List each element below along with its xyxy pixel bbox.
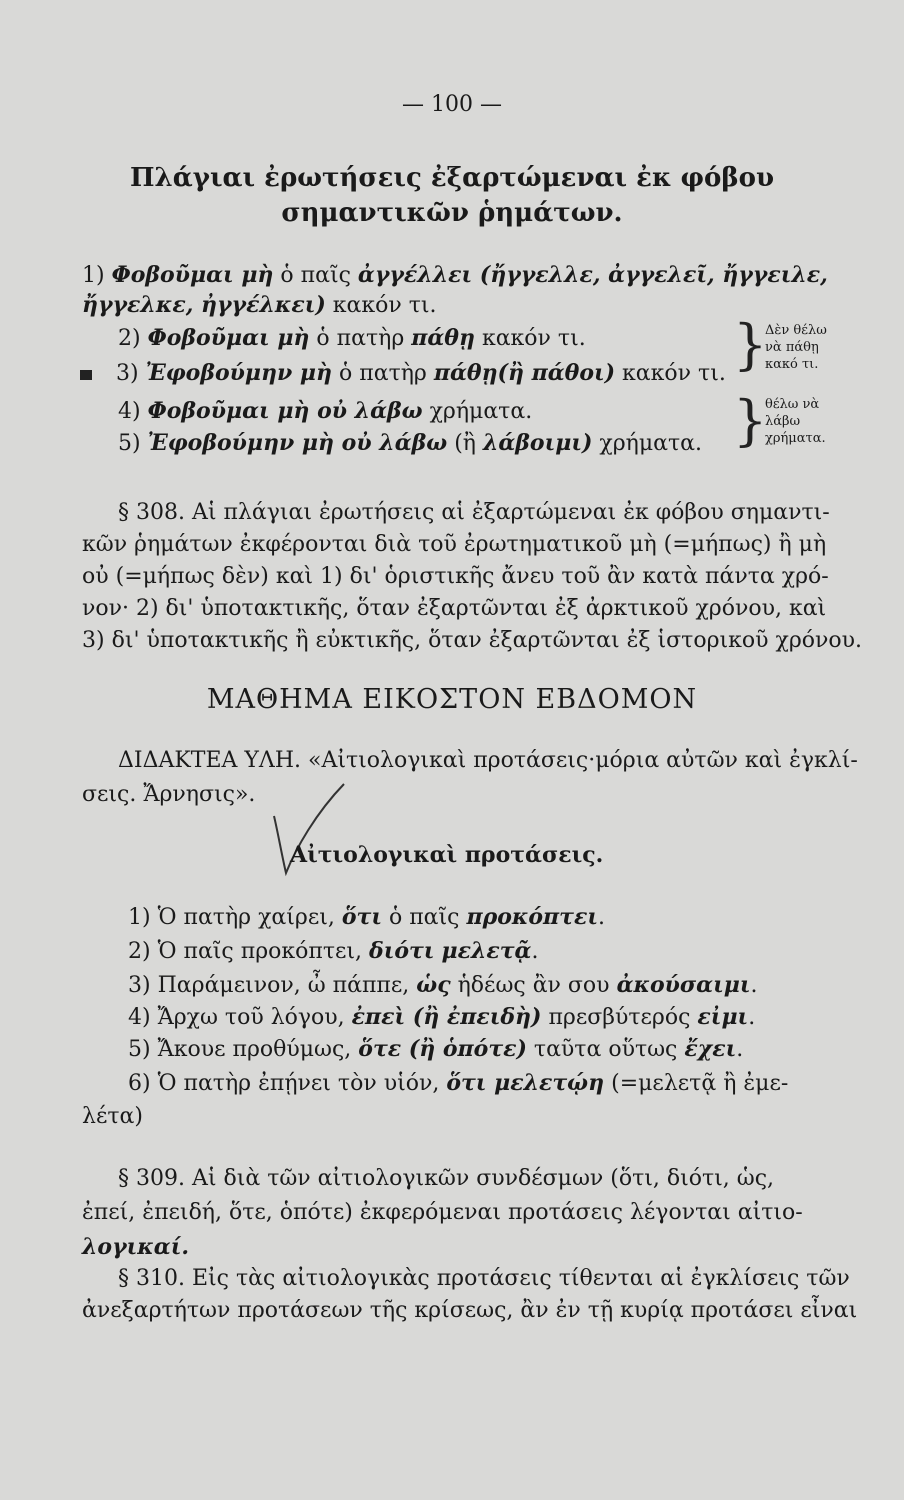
brace-2: } <box>733 389 768 452</box>
causal-example-4: 4) Ἄρχω τοῦ λόγου, ἐπεὶ (ἢ ἐπειδὴ) πρεσβύτερός εἰμι. <box>128 1004 756 1030</box>
example-2: 2) Φοβοῦμαι μὴ ὁ πατὴρ πάθῃ κακόν τι. <box>118 325 586 351</box>
margin-mark <box>80 370 92 380</box>
section-title-line-2: σημαντικῶν ῥημάτων. <box>281 198 623 228</box>
side-note-2: θέλω νὰ λάβω χρήματα. <box>765 397 826 446</box>
para-308-line-4: νον· 2) δι' ὑποτακτικῆς, ὅταν ἐξαρτῶνται ἐξ ἀρκτικοῦ χρόνου, καὶ <box>82 596 827 621</box>
example-1: 1) Φοβοῦμαι μὴ ὁ παῖς ἀγγέλλει (ἤγγελλε, ἀγγελεῖ, ἤγγειλε, <box>82 262 828 288</box>
section-title-line-1: Πλάγιαι ἐρωτήσεις ἐξαρτώμεναι ἐκ φόβου <box>130 163 774 193</box>
para-309-line-1: § 309. Αἱ διὰ τῶν αἰτιολογικῶν συνδέσμων (ὅτι, διότι, ὡς, <box>118 1166 775 1191</box>
example-4: 4) Φοβοῦμαι μὴ οὐ λάβω χρήματα. <box>118 398 533 424</box>
subheading: Αἰτιολογικαὶ προτάσεις. <box>290 842 604 868</box>
para-310-line-1: § 310. Εἰς τὰς αἰτιολογικὰς προτάσεις τίθενται αἱ ἐγκλίσεις τῶν <box>118 1266 850 1291</box>
causal-example-1: 1) Ὁ πατὴρ χαίρει, ὅτι ὁ παῖς προκόπτει. <box>128 904 605 930</box>
causal-example-5: 5) Ἄκουε προθύμως, ὅτε (ἢ ὁπότε) ταῦτα οὕτως ἔχει. <box>128 1036 744 1062</box>
para-308-line-3: οὐ (=μήπως δὲν) καὶ 1) δι' ὁριστικῆς ἄνευ τοῦ ἂν κατὰ πάντα χρό- <box>82 564 829 589</box>
para-310-line-2: ἀνεξαρτήτων προτάσεων τῆς κρίσεως, ἂν ἐν τῇ κυρίᾳ προτάσει εἶναι <box>82 1298 858 1323</box>
brace-1: } <box>733 313 768 376</box>
causal-example-6-cont: λέτα) <box>82 1104 143 1129</box>
para-309-line-3: λογικαί. <box>82 1234 189 1260</box>
example-3: 3) Ἐφοβούμην μὴ ὁ πατὴρ πάθῃ(ἢ πάθοι) κακόν τι. <box>80 360 726 386</box>
page-number: — 100 — <box>402 92 502 117</box>
example-5: 5) Ἐφοβούμην μὴ οὐ λάβω (ἢ λάβοιμι) χρήματα. <box>118 430 703 456</box>
causal-example-3: 3) Παράμεινον, ὦ πάππε, ὡς ἡδέως ἂν σου ἀκούσαιμι. <box>128 972 758 998</box>
example-1-cont: ἤγγελκε, ἠγγέλκει) κακόν τι. <box>82 292 437 318</box>
causal-example-6: 6) Ὁ πατὴρ ἐπῄνει τὸν υἱόν, ὅτι μελετῴη (=μελετᾷ ἢ ἐμε- <box>128 1070 789 1096</box>
para-309-line-2: ἐπεί, ἐπειδή, ὅτε, ὁπότε) ἐκφερόμεναι προτάσεις λέγονται αἰτιο- <box>82 1200 803 1225</box>
para-308-line-5: 3) δι' ὑποτακτικῆς ἢ εὐκτικῆς, ὅταν ἐξαρτῶνται ἐξ ἱστορικοῦ χρόνου. <box>82 628 862 653</box>
side-note-1: Δὲν θέλω νὰ πάθῃ κακό τι. <box>765 323 827 372</box>
para-308-line-1: § 308. Αἱ πλάγιαι ἐρωτήσεις αἱ ἐξαρτώμεναι ἐκ φόβου σημαντι- <box>118 500 830 525</box>
para-308-line-2: κῶν ῥημάτων ἐκφέρονται διὰ τοῦ ἐρωτηματικοῦ μὴ (=μήπως) ἢ μὴ <box>82 532 827 557</box>
didaktea-line-2: σεις. Ἄρνησις». <box>82 782 256 807</box>
didaktea-line-1: ΔΙΔΑΚΤΕΑ ΥΛΗ. «Αἰτιολογικαὶ προτάσεις·μόρια αὐτῶν καὶ ἐγκλί- <box>118 748 858 773</box>
causal-example-2: 2) Ὁ παῖς προκόπτει, διότι μελετᾷ. <box>128 938 539 964</box>
lesson-heading: ΜΑΘΗΜΑ ΕΙΚΟΣΤΟΝ ΕΒΔΟΜΟΝ <box>206 684 698 715</box>
